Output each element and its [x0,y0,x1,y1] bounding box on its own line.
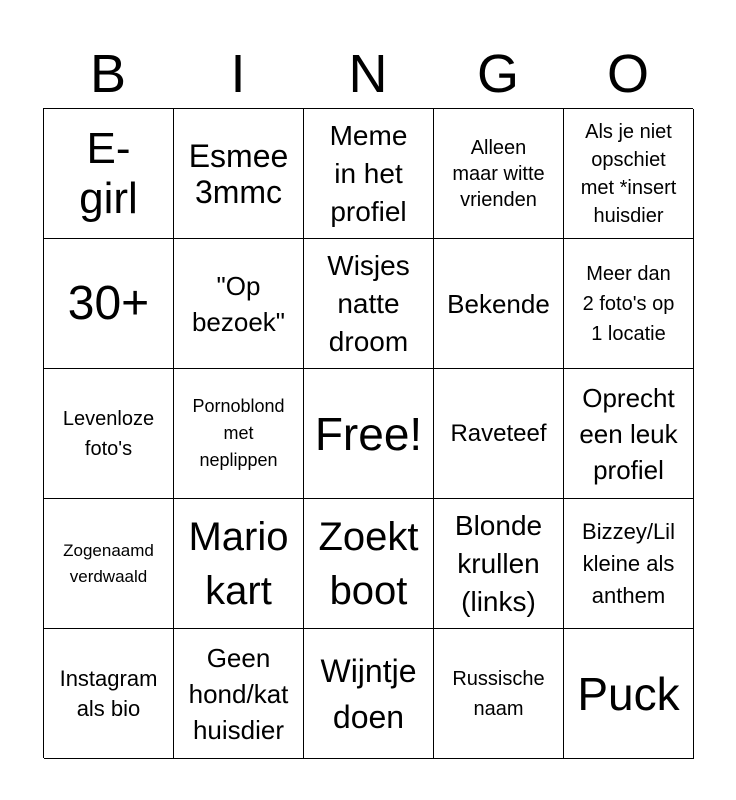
cell-text: 30+ [67,276,150,330]
bingo-cell[interactable] [564,629,694,759]
bingo-cell[interactable] [434,109,564,239]
bingo-cell[interactable] [44,109,174,239]
cell-text: "Op bezoek" [191,270,286,337]
cell-text: Pornoblond met neplippen [192,396,285,470]
bingo-cell[interactable] [304,499,434,629]
bingo-cell[interactable] [304,239,434,369]
cell-text: Bizzey/Lil kleine als anthem [582,518,675,608]
cell-text: Zogenaamd verdwaald [63,540,154,586]
cell-text: Raveteef [450,419,547,447]
bingo-cell[interactable] [564,499,694,629]
cell-text: Zoekt boot [318,514,419,613]
cell-text: Geen hond/kat huisdier [188,642,289,745]
cell-text: Als je niet opschiet met *insert huisdier [580,120,677,227]
bingo-cell[interactable] [434,499,564,629]
cell-text: Meer dan 2 foto's op 1 locatie [582,262,675,345]
cell-text: Blonde krullen (links) [454,509,543,617]
cell-text: Esmee 3mmc [188,137,289,210]
bingo-cell[interactable] [174,369,304,499]
cell-text: Meme in het profiel [329,119,408,227]
bingo-cell[interactable] [44,369,174,499]
cell-text: Oprecht een leuk profiel [579,382,678,485]
bingo-cell[interactable] [44,629,174,759]
header-letter-i: I [230,44,246,104]
bingo-cell[interactable] [434,629,564,759]
bingo-cell[interactable] [174,239,304,369]
bingo-cell[interactable] [44,239,174,369]
bingo-cell[interactable] [44,499,174,629]
bingo-cell[interactable] [434,239,564,369]
bingo-cell[interactable] [564,109,694,239]
header-letter-b: B [89,44,127,104]
cell-text: Bekende [447,288,550,319]
cell-text: Wijntje doen [320,652,417,735]
cell-text: Levenloze foto's [62,407,155,460]
bingo-cell[interactable] [434,369,564,499]
bingo-header [43,40,693,108]
header-letter-g: G [476,44,519,104]
cell-text: Wisjes natte droom [327,249,410,357]
header-letter-o: O [606,44,649,104]
cell-text: Puck [577,667,680,720]
bingo-cell[interactable] [304,369,434,499]
bingo-grid [43,108,693,758]
cell-text: Free! [314,407,423,460]
cell-text: Mario kart [188,514,289,613]
cell-text: E- girl [79,123,138,223]
bingo-cell[interactable] [564,239,694,369]
bingo-cell[interactable] [174,629,304,759]
bingo-cell[interactable] [174,499,304,629]
cell-text: Alleen maar witte vrienden [452,136,545,211]
bingo-cell[interactable] [304,629,434,759]
bingo-cell[interactable] [304,109,434,239]
header-letter-n: N [348,44,388,104]
cell-text: Instagram als bio [59,665,158,721]
bingo-cell[interactable] [564,369,694,499]
cell-text: Russische naam [452,667,545,720]
bingo-cell[interactable] [174,109,304,239]
